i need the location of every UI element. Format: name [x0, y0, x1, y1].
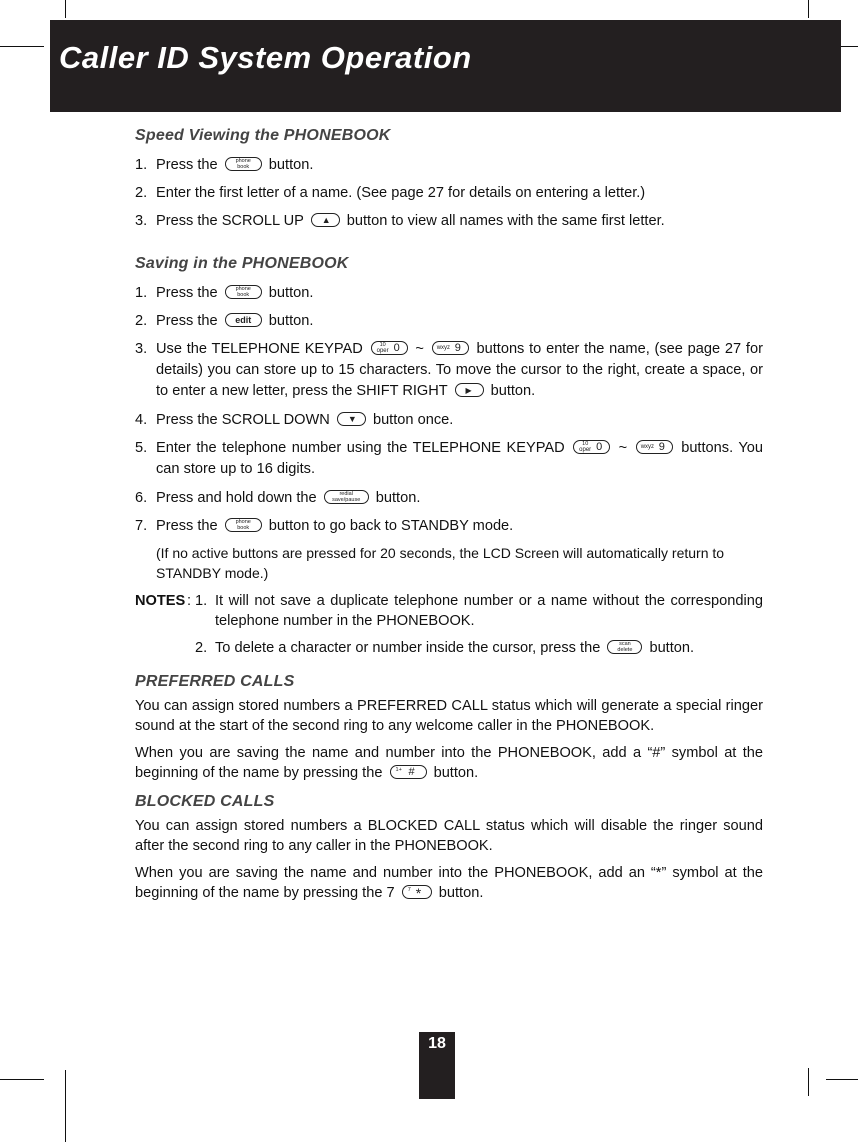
phonebook-key-icon: phone book: [225, 285, 262, 299]
saving-heading: Saving in the PHONEBOOK: [135, 255, 349, 272]
list-item: 3. Use the TELEPHONE KEYPAD 10 oper 0 ~ wxyz 9 buttons to enter the name, (see page 27 for details) you can store up to 15 characters. To move the cursor to the right, create a space, or to enter a new letter, press the SHIFT RIGHT ▶ button.: [135, 341, 763, 399]
star-key-icon: 7 *: [402, 885, 432, 899]
speed-viewing-steps: [135, 155, 763, 231]
note-item: 2. To delete a character or number inside the cursor, press the scan delete button.: [195, 640, 695, 656]
key-9-icon: wxyz 9: [636, 440, 673, 454]
notes-block: [135, 591, 763, 658]
standby-note: (If no active buttons are pressed for 20 seconds, the LCD Screen will automatically return to STANDBY mode.): [156, 545, 725, 581]
phonebook-key-icon: phone book: [225, 157, 262, 171]
speed-viewing-heading: Speed Viewing the PHONEBOOK: [135, 127, 391, 144]
saving-steps: [135, 283, 763, 536]
list-item: 1. Press the phone book button.: [135, 157, 314, 173]
list-item: 2. Press the edit button.: [135, 313, 314, 329]
pound-key-icon: 1+ #: [390, 765, 427, 779]
list-item: 1. Press the phone book button.: [135, 285, 314, 301]
list-item: 5. Enter the telephone number using the TELEPHONE KEYPAD 10 oper 0 ~ wxyz 9 buttons. You can store up to 16 digits.: [135, 440, 763, 477]
preferred-heading: PREFERRED CALLS: [135, 673, 295, 690]
crop-mark: [65, 1070, 66, 1142]
crop-mark: [65, 0, 66, 18]
blocked-para-2: When you are saving the name and number into the PHONEBOOK, add an “*” symbol at the beginning of the name by pressing the 7 7 * button.: [135, 865, 763, 902]
scroll-down-key-icon: ▼: [337, 412, 366, 426]
key-0-icon: 10 oper 0: [573, 440, 610, 454]
note-item: 1. It will not save a duplicate telephone number or a name without the corresponding telephone number in the PHONEBOOK.: [195, 593, 763, 629]
scan-delete-key-icon: scan delete: [607, 640, 642, 654]
crop-mark: [0, 1079, 44, 1080]
shift-right-key-icon: ▶: [455, 383, 484, 397]
notes-colon: :: [187, 593, 192, 609]
list-item: 6. Press and hold down the redial save/pause button.: [135, 490, 421, 506]
blocked-para-1: You can assign stored numbers a BLOCKED CALL status which will disable the ringer sound after the second ring to any caller in the PHONEBOOK.: [135, 818, 763, 854]
key-9-icon: wxyz 9: [432, 341, 469, 355]
edit-key-icon: edit: [225, 313, 262, 327]
list-item: 2. Enter the first letter of a name. (See page 27 for details on entering a letter.): [135, 185, 646, 201]
notes-label: NOTES: [135, 593, 186, 609]
crop-mark: [808, 0, 809, 18]
page-number: 18: [419, 1032, 455, 1099]
redial-key-icon: redial save/pause: [324, 490, 369, 504]
list-item: 4. Press the SCROLL DOWN ▼ button once.: [135, 412, 454, 428]
preferred-para-2: When you are saving the name and number into the PHONEBOOK, add a “#” symbol at the beginning of the name by pressing the 1+ # button.: [135, 745, 763, 781]
page-content: [135, 126, 763, 903]
key-0-icon: 10 oper 0: [371, 341, 408, 355]
preferred-para-1: You can assign stored numbers a PREFERRED CALL status which will generate a special ringer sound at the start of the second ring to any welcome caller in the PHONEBOOK.: [135, 698, 763, 734]
crop-mark: [826, 1079, 858, 1080]
crop-mark: [808, 1068, 809, 1096]
crop-mark: [0, 46, 44, 47]
list-item: 3. Press the SCROLL UP ▲ button to view all names with the same first letter.: [135, 213, 665, 229]
page-title: Caller ID System Operation: [59, 40, 472, 75]
blocked-heading: BLOCKED CALLS: [135, 793, 275, 810]
phonebook-key-icon: phone book: [225, 518, 262, 532]
scroll-up-key-icon: ▲: [311, 213, 340, 227]
list-item: 7. Press the phone book button to go back to STANDBY mode.: [135, 518, 514, 534]
